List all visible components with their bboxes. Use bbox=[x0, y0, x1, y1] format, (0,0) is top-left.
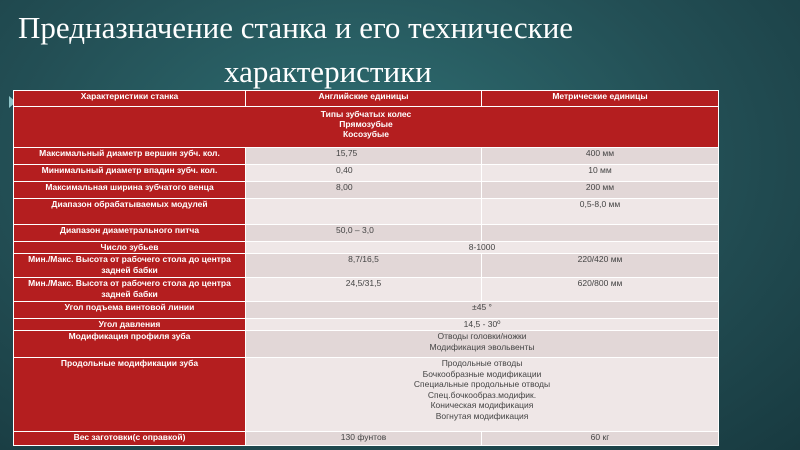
row-label: Мин./Макс. Высота от рабочего стола до центра задней бабки bbox=[14, 254, 246, 278]
row-span-value bbox=[246, 331, 719, 358]
row-label: Продольные модификации зуба bbox=[14, 358, 246, 432]
table-row bbox=[14, 242, 719, 254]
row-label: Вес заготовки(с оправкой) bbox=[14, 432, 246, 446]
row-label: Диапазон диаметрального питча bbox=[14, 225, 246, 242]
row-metric-value: 10 мм bbox=[482, 165, 719, 182]
slide-title bbox=[0, 6, 800, 94]
row-label: Угол подъема винтовой линии bbox=[14, 302, 246, 319]
row-label: Максимальная ширина зубчатого венца bbox=[14, 182, 246, 199]
table-row bbox=[14, 225, 719, 242]
table-row bbox=[14, 278, 719, 302]
row-span-value: 14,5 - 30º bbox=[246, 319, 719, 331]
table-row bbox=[14, 319, 719, 331]
table-row bbox=[14, 331, 719, 358]
slide-title-line-2: характеристики bbox=[224, 54, 432, 89]
gear-types-line: Типы зубчатых колес bbox=[320, 109, 412, 119]
row-english-value: 8,00 bbox=[246, 182, 482, 199]
row-label: Число зубьев bbox=[14, 242, 246, 254]
header-characteristics: Характеристики станка bbox=[14, 91, 246, 107]
row-english-value: 24,5/31,5 bbox=[246, 278, 482, 302]
row-span-value bbox=[246, 358, 719, 432]
row-label: Модификация профиля зуба bbox=[14, 331, 246, 358]
row-span-line: Специальные продольные отводы bbox=[413, 379, 551, 389]
row-metric-value: 0,5-8,0 мм bbox=[482, 199, 719, 225]
row-label: Диапазон обрабатываемых модулей bbox=[14, 199, 246, 225]
row-english-value: 15,75 bbox=[246, 148, 482, 165]
row-metric-value bbox=[482, 225, 719, 242]
gear-types-row bbox=[14, 107, 719, 148]
gear-types-cell bbox=[14, 107, 719, 148]
row-span-line: Спец.бочкообраз.модифик. bbox=[427, 389, 537, 400]
table-row bbox=[14, 182, 719, 199]
table-row bbox=[14, 148, 719, 165]
table-row bbox=[14, 165, 719, 182]
row-english-value: 0,40 bbox=[246, 165, 482, 182]
row-span-line: Вогнутая модификация bbox=[435, 410, 529, 421]
row-english-value: 130 фунтов bbox=[246, 432, 482, 446]
row-span-value: ±45 ° bbox=[246, 302, 719, 319]
table-row bbox=[14, 302, 719, 319]
header-metric-units: Метрические единицы bbox=[482, 91, 719, 107]
row-metric-value: 200 мм bbox=[482, 182, 719, 199]
specs-table bbox=[13, 90, 719, 446]
row-span-line: Отводы головки/ножки bbox=[437, 331, 527, 341]
row-metric-value: 220/420 мм bbox=[482, 254, 719, 278]
row-english-value: 50,0 – 3,0 bbox=[246, 225, 482, 242]
row-span-value: 8-1000 bbox=[246, 242, 719, 254]
row-english-value bbox=[246, 199, 482, 225]
row-label: Минимальный диаметр впадин зубч. кол. bbox=[14, 165, 246, 182]
row-metric-value: 620/800 мм bbox=[482, 278, 719, 302]
table-row bbox=[14, 199, 719, 225]
row-span-line: Бочкообразные модификации bbox=[422, 368, 542, 379]
slide-title-line-1: Предназначение станка и его технические bbox=[18, 10, 574, 45]
row-span-line: Коническая модификация bbox=[430, 400, 534, 410]
row-metric-value: 400 мм bbox=[482, 148, 719, 165]
table-row bbox=[14, 254, 719, 278]
row-label: Угол давления bbox=[14, 319, 246, 331]
row-span-line: Модификация эвольвенты bbox=[429, 341, 535, 352]
table-row bbox=[14, 358, 719, 432]
row-metric-value: 60 кг bbox=[482, 432, 719, 446]
header-english-units: Английские единицы bbox=[246, 91, 482, 107]
table-header-row bbox=[14, 91, 719, 107]
table-row bbox=[14, 432, 719, 446]
row-label: Максимальный диаметр вершин зубч. кол. bbox=[14, 148, 246, 165]
row-label: Мин./Макс. Высота от рабочего стола до центра задней бабки bbox=[14, 278, 246, 302]
gear-types-line: Прямозубые bbox=[339, 119, 393, 129]
row-span-line: Продольные отводы bbox=[441, 358, 523, 368]
gear-types-line: Косозубые bbox=[342, 129, 390, 139]
row-english-value: 8,7/16,5 bbox=[246, 254, 482, 278]
